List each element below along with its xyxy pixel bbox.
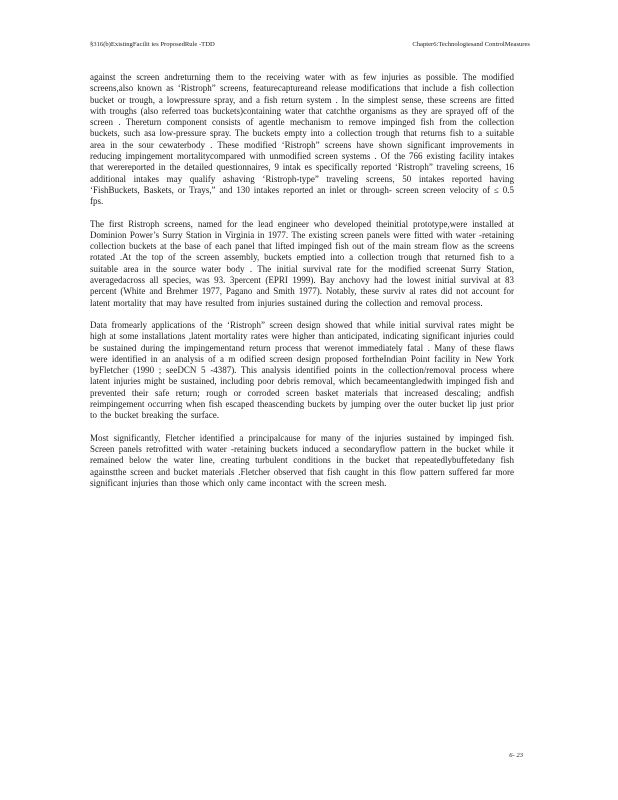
page-number: 6- 23: [509, 752, 523, 759]
header-document-title: §316(b)ExistingFacilit ies ProposedRule -TDD: [90, 41, 215, 48]
paragraph: Most significantly, Fletcher identified a principalcause for many of the injuries sustained by impinged fish. Screen panels retrofitted with water -retaining buckets induced a secondaryflow pattern in the bucket while it remained below the water line, creating turbulent conditions in the bucket that repeatedlybuffetedany fish againstthe screen and bucket materials .Fletcher observed that fish caught in this flow pattern suffered far more significant injuries than those which only came incontact with the screen mesh.: [90, 432, 514, 488]
paragraph: The first Ristroph screens, named for the lead engineer who developed theinitial prototype,were installed at Dominion Power’s Surry Station in Virginia in 1977. The existing screen panels were fitted with water -retaining collection buckets at the base of each panel that lifted impinged fish out of the main stream flow as the screens rotated .At the top of the screen assembly, buckets emptied into a collection trough that returned fish to a suitable area in the source water body . The initial survival rate for the modified screenat Surry Station, averagedacross all species, was 93. 3percent (EPRI 1999). Bay anchovy had the lowest initial survival at 83 percent (White and Brehmer 1977, Pagano and Smith 1977). Notably, these surviv al rates did not account for latent mortality that may have resulted from injuries sustained during the collection and removal process.: [90, 218, 514, 308]
header-chapter-title: Chapter6:Technologiesand ControlMeasures: [412, 41, 530, 48]
paragraph: against the screen andreturning them to the receiving water with as few injuries as possible. The modified screens,also known as ‘Ristroph” screens, featurecaptureand release modifications that include a fish collection bucket or trough, a lowpressure spray, and a fish return system . In the simplest sense, these screens are fitted with troughs (also referred toas buckets)containing water that catchthe organisms as they are sprayed off of the screen . Thereturn component consists of agentle mechanism to remove impinged fish from the collection buckets, such asa low-pressure spray. The buckets empty into a collection trough that returns fish to a suitable area in the sour cewaterbody . These modified ‘Ristroph” screens have shown significant improvements in reducing impingement mortalitycompared with unmodified screen systems . Of the 766 existing facility intakes that werereported in the detailed questionnaires, 9 intak es specifically reported ‘Ristroph” traveling screens, 16 additional intakes may qualify ashaving ‘Ristroph-type” traveling screens, 50 intakes reported having ‘FishBuckets, Baskets, or Trays,” and 130 intakes reported an inlet or through- screen screen velocity of ≤ 0.5 fps.: [90, 72, 514, 207]
paragraph: Data fromearly applications of the ‘Ristroph” screen design showed that while initial survival rates might be high at some installations ,latent mortality rates were higher than anticipated, indicating significant injuries could be sustained during the impingementand return process that werenot immediately fatal . Many of these flaws were identified in an analysis of a m odified screen design proposed fortheIndian Point facility in New York byFletcher (1990 ; seeDCN 5 -4387). This analysis identified points in the collection/removal process where latent injuries might be sustained, including poor debris removal, which becameentangledwith impinged fish and prevented their safe return; rough or corroded screen basket materials that increased descaling; andfish reimpingement occurring when fish escaped theascending buckets by jumping over the outer bucket lip just prior to the bucket breaking the surface.: [90, 319, 514, 421]
document-body: [90, 72, 514, 500]
